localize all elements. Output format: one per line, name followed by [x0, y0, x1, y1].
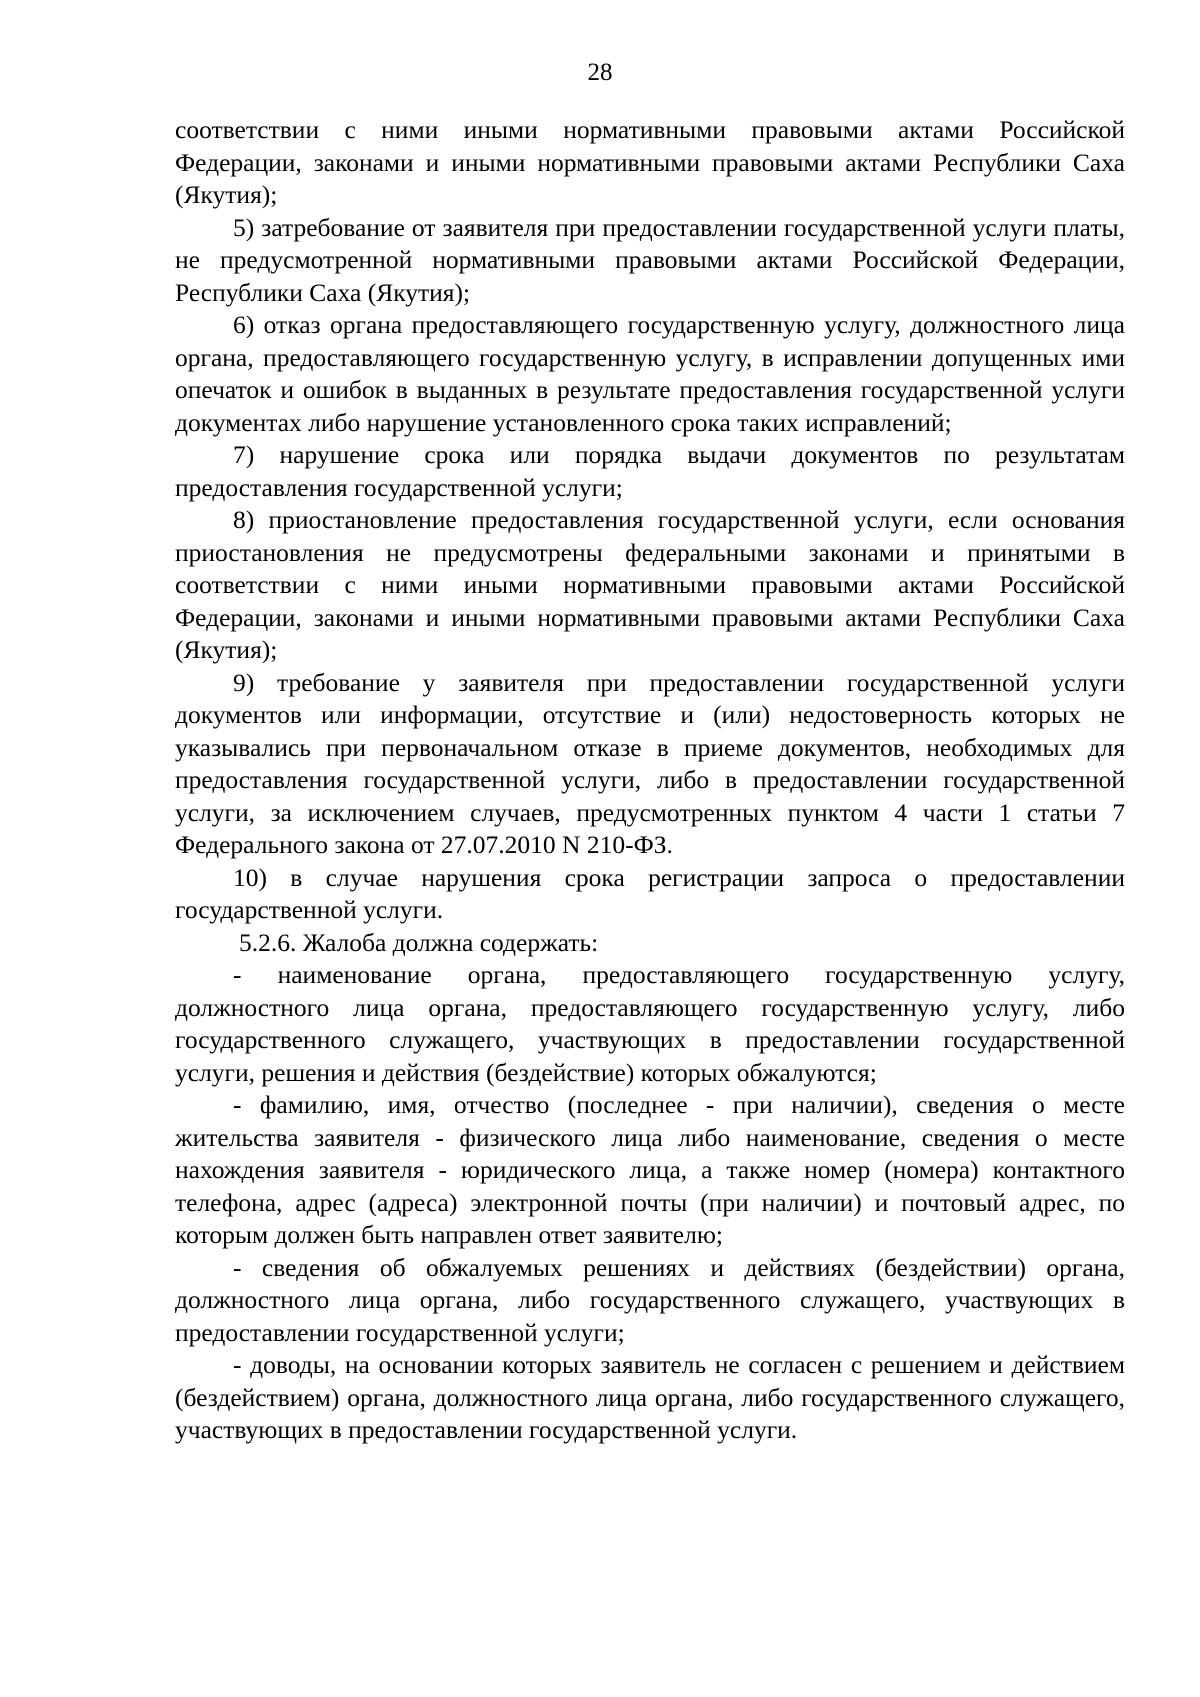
list-item-applicant-details: - фамилию, имя, отчество (последнее - при наличии), сведения о месте жительства заявителя - физического лица либо наименование, сведения о месте нахождения заявителя - юридического лица, а также номер (номера) контактного телефона, адрес (адреса) электронной почты (при наличии) и почтовый адрес, по которым должен быть направлен ответ заявителю;	[175, 1090, 1125, 1249]
paragraph-item-5: 5) затребование от заявителя при предоставлении государственной услуги платы, не предусмотренной нормативными правовыми актами Российской Федерации, Республики Саха (Якутия);	[175, 212, 1125, 307]
document-body	[175, 114, 1125, 1447]
paragraph-item-10: 10) в случае нарушения срока регистрации запроса о предоставлении государственной услуги.	[175, 862, 1125, 924]
paragraph-item-6: 6) отказ органа предоставляющего государственную услугу, должностного лица органа, предоставляющего государственную услугу, в исправлении допущенных ими опечаток и ошибок в выданных в результате предоставления государственной услуги документах либо нарушение установленного срока таких исправлений;	[175, 310, 1125, 437]
paragraph-item-8: 8) приостановление предоставления государственной услуги, если основания приостановления не предусмотрены федеральными законами и принятыми в соответствии с ними иными нормативными правовыми актами Российской Федерации, законами и иными нормативными правовыми актами Республики Саха (Якутия);	[175, 505, 1125, 664]
paragraph-item-9: 9) требование у заявителя при предоставлении государственной услуги документов или информации, отсутствие и (или) недостоверность которых не указывались при первоначальном отказе в приеме документов, необходимых для предоставления государственной услуги, либо в предоставлении государственной услуги, за исключением случаев, предусмотренных пунктом 4 части 1 статьи 7 Федерального закона от 27.07.2010 N 210-ФЗ.	[175, 667, 1125, 859]
paragraph-item-7: 7) нарушение срока или порядка выдачи документов по результатам предоставления государственной услуги;	[175, 440, 1125, 502]
page-number: 28	[587, 59, 613, 86]
list-item-arguments: - доводы, на основании которых заявитель не согласен с решением и действием (бездействием) органа, должностного лица органа, либо государственного служащего, участвующих в предоставлении государственной услуги.	[175, 1350, 1125, 1444]
list-item-appealed-decisions: - сведения об обжалуемых решениях и действиях (бездействии) органа, должностного лица органа, либо государственного служащего, участвующих в предоставлении государственной услуги;	[175, 1252, 1125, 1347]
paragraph-continuation: соответствии с ними иными нормативными правовыми актами Российской Федерации, законами и иными нормативными правовыми актами Республики Саха (Якутия);	[175, 115, 1125, 209]
list-item-organ-name: - наименование органа, предоставляющего государственную услугу, должностного лица органа, предоставляющего государственную услугу, либо государственного служащего, участвующих в предоставлении государственной услуги, решения и действия (бездействие) которых обжалуются;	[175, 960, 1125, 1087]
section-heading-5-2-6: 5.2.6. Жалоба должна содержать:	[239, 927, 599, 957]
